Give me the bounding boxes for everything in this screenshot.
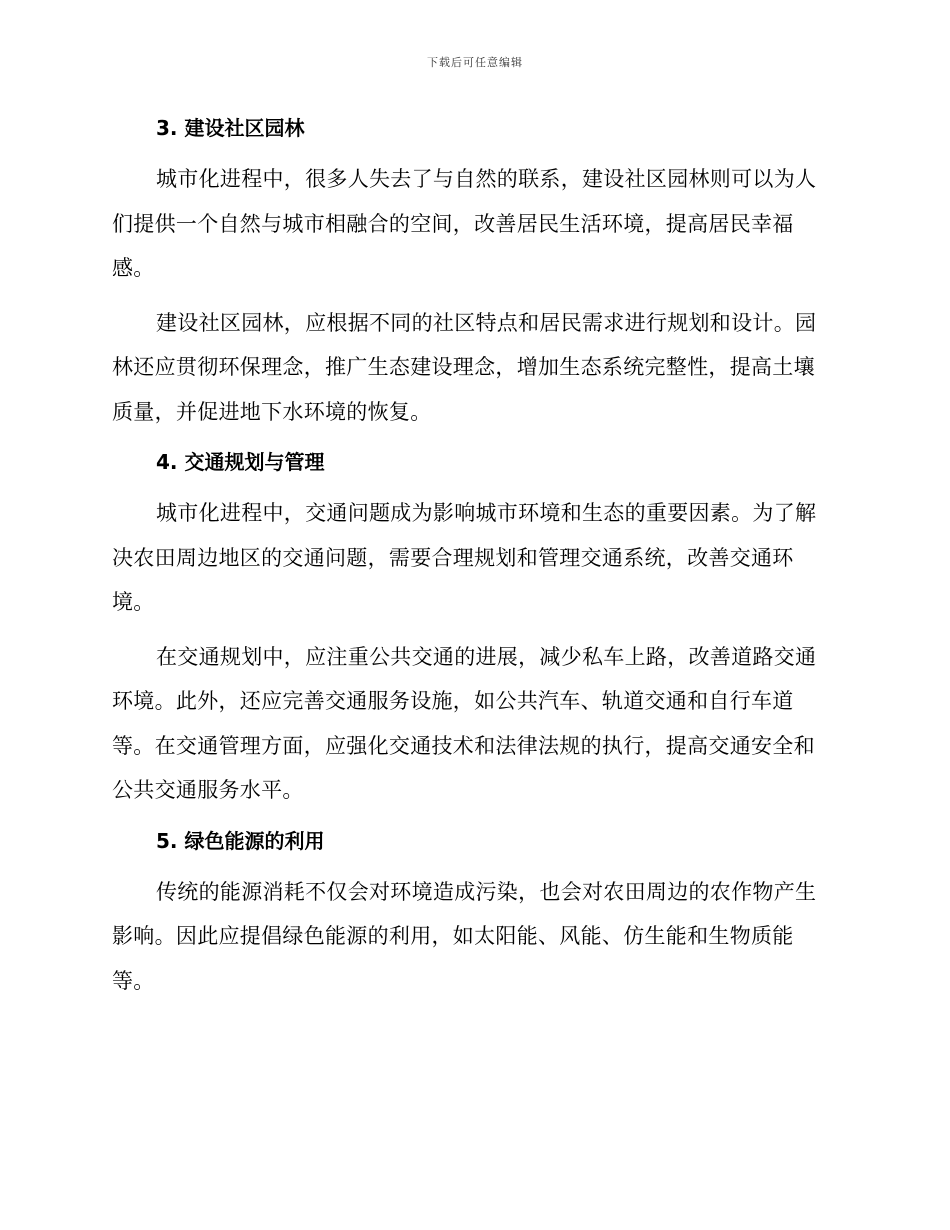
paragraph: 城市化进程中，很多人失去了与自然的联系，建设社区园林则可以为人们提供一个自然与城市相融合的空间，改善居民生活环境，提高居民幸福感。 (112, 167, 817, 280)
document-body (112, 113, 832, 1003)
page-header: 下载后可任意编辑 (427, 56, 523, 69)
paragraph: 城市化进程中，交通问题成为影响城市环境和生态的重要因素。为了解决农田周边地区的交通问题，需要合理规划和管理交通系统，改善交通环境。 (112, 501, 817, 614)
paragraph: 传统的能源消耗不仅会对环境造成污染，也会对农田周边的农作物产生影响。因此应提倡绿色能源的利用，如太阳能、风能、仿生能和生物质能等。 (112, 879, 817, 993)
paragraph: 建设社区园林，应根据不同的社区特点和居民需求进行规划和设计。园林还应贯彻环保理念，推广生态建设理念，增加生态系统完整性，提高土壤质量，并促进地下水环境的恢复。 (112, 310, 817, 424)
paragraph: 在交通规划中，应注重公共交通的进展，减少私车上路，改善道路交通环境。此外，还应完善交通服务设施，如公共汽车、轨道交通和自行车道等。在交通管理方面，应强化交通技术和法律法规的执行，提高交通安全和公共交通服务水平。 (112, 644, 817, 802)
section-heading-5: 5. 绿色能源的利用 (156, 828, 325, 853)
section-heading-3: 3. 建设社区园林 (156, 116, 305, 140)
section-heading-4: 4. 交通规划与管理 (156, 450, 325, 474)
